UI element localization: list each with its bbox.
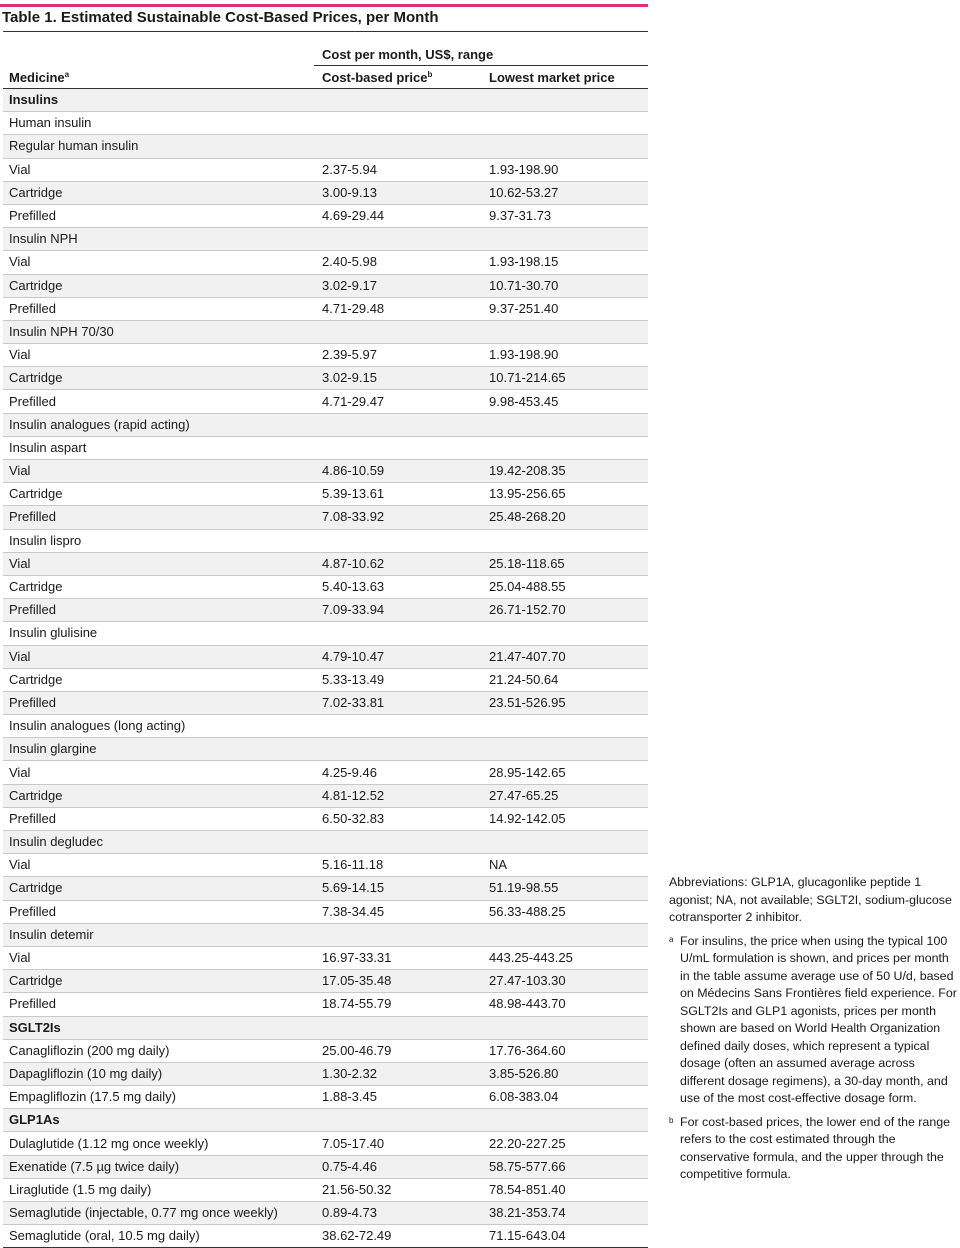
medicine-cell: Insulin degludec — [3, 831, 314, 854]
cost-based-cell: 4.81-12.52 — [314, 784, 481, 807]
medicine-cell: Cartridge — [3, 668, 314, 691]
header-lowest-market: Lowest market price — [481, 66, 648, 89]
lowest-market-cell: 71.15-643.04 — [481, 1225, 648, 1248]
lowest-market-cell: 51.19-98.55 — [481, 877, 648, 900]
header-row-bottom — [3, 66, 648, 89]
lowest-market-cell: 1.93-198.90 — [481, 344, 648, 367]
cost-based-cell: 25.00-46.79 — [314, 1039, 481, 1062]
lowest-market-cell: 27.47-65.25 — [481, 784, 648, 807]
medicine-cell: Insulin NPH 70/30 — [3, 320, 314, 343]
lowest-market-cell: 9.37-251.40 — [481, 297, 648, 320]
medicine-cell: Prefilled — [3, 993, 314, 1016]
lowest-market-cell: 10.71-30.70 — [481, 274, 648, 297]
cost-based-cell — [314, 436, 481, 459]
table-row — [3, 807, 648, 830]
lowest-market-cell — [481, 436, 648, 459]
cost-based-cell: 16.97-33.31 — [314, 946, 481, 969]
table-row — [3, 344, 648, 367]
cost-based-cell — [314, 135, 481, 158]
lowest-market-cell — [481, 228, 648, 251]
lowest-market-cell: 14.92-142.05 — [481, 807, 648, 830]
table-row — [3, 274, 648, 297]
table-row — [3, 204, 648, 227]
lowest-market-cell: 1.93-198.90 — [481, 158, 648, 181]
medicine-cell: Prefilled — [3, 506, 314, 529]
table-row — [3, 761, 648, 784]
table-row — [3, 970, 648, 993]
cost-based-cell: 18.74-55.79 — [314, 993, 481, 1016]
table-row — [3, 506, 648, 529]
medicine-cell: Prefilled — [3, 390, 314, 413]
medicine-cell: Cartridge — [3, 181, 314, 204]
medicine-cell: Liraglutide (1.5 mg daily) — [3, 1178, 314, 1201]
table-row — [3, 831, 648, 854]
lowest-market-cell: 28.95-142.65 — [481, 761, 648, 784]
lowest-market-cell: 21.24-50.64 — [481, 668, 648, 691]
title-rule — [0, 4, 648, 7]
cost-based-cell: 4.25-9.46 — [314, 761, 481, 784]
medicine-cell: Prefilled — [3, 297, 314, 320]
table-row — [3, 854, 648, 877]
medicine-cell: Canagliflozin (200 mg daily) — [3, 1039, 314, 1062]
medicine-cell: Vial — [3, 344, 314, 367]
lowest-market-cell — [481, 320, 648, 343]
medicine-cell: Exenatide (7.5 µg twice daily) — [3, 1155, 314, 1178]
lowest-market-cell — [481, 622, 648, 645]
cost-based-cell: 21.56-50.32 — [314, 1178, 481, 1201]
header-cost-based-sup: b — [427, 70, 433, 79]
medicine-cell: Vial — [3, 761, 314, 784]
table-row — [3, 228, 648, 251]
cost-based-cell — [314, 320, 481, 343]
table-row — [3, 946, 648, 969]
table-row — [3, 483, 648, 506]
cost-based-cell: 5.69-14.15 — [314, 877, 481, 900]
table-row — [3, 1062, 648, 1085]
header-cost-based-label: Cost-based price — [322, 70, 428, 85]
lowest-market-cell: 10.71-214.65 — [481, 367, 648, 390]
medicine-cell: Insulins — [3, 89, 314, 112]
medicine-cell: Prefilled — [3, 691, 314, 714]
table-row — [3, 390, 648, 413]
cost-based-cell: 3.02-9.17 — [314, 274, 481, 297]
table-row — [3, 297, 648, 320]
section-row — [3, 89, 648, 112]
cost-based-cell: 2.40-5.98 — [314, 251, 481, 274]
lowest-market-cell: 25.04-488.55 — [481, 575, 648, 598]
table-row — [3, 575, 648, 598]
medicine-cell: Insulin NPH — [3, 228, 314, 251]
lowest-market-cell: 23.51-526.95 — [481, 691, 648, 714]
lowest-market-cell — [481, 1016, 648, 1039]
cost-based-cell — [314, 1016, 481, 1039]
lowest-market-cell: 17.76-364.60 — [481, 1039, 648, 1062]
footnote-b-mark: b — [669, 1115, 674, 1125]
medicine-cell: Prefilled — [3, 900, 314, 923]
medicine-cell: SGLT2Is — [3, 1016, 314, 1039]
table-row — [3, 413, 648, 436]
cost-based-cell: 0.75-4.46 — [314, 1155, 481, 1178]
medicine-cell: Semaglutide (oral, 10.5 mg daily) — [3, 1225, 314, 1248]
footnote-a — [669, 933, 957, 1108]
cost-based-cell: 3.00-9.13 — [314, 181, 481, 204]
footnote-a-text: For insulins, the price when using the typical 100 U/mL formulation is shown, and prices per month in the table assume average use of 50 U/d, based on Médecins Sans Frontières field experience. For SGLT2Is and GLP1 agonists, prices per month shown are based on World Health Organization defined daily doses, which represent a typical dosage (often an assumed average across different dosage regimens), a 30-day month, and use of the most cost-effective dosage form. — [680, 933, 957, 1105]
cost-based-cell: 4.87-10.62 — [314, 552, 481, 575]
table-row — [3, 738, 648, 761]
cost-based-cell: 5.40-13.63 — [314, 575, 481, 598]
medicine-cell: Vial — [3, 854, 314, 877]
cost-based-cell: 17.05-35.48 — [314, 970, 481, 993]
medicine-cell: Dapagliflozin (10 mg daily) — [3, 1062, 314, 1085]
footnote-b-text: For cost-based prices, the lower end of the range refers to the cost estimated through the conservative formula, and the upper through the competitive formula. — [680, 1114, 950, 1181]
medicine-cell: Insulin analogues (long acting) — [3, 715, 314, 738]
table-row — [3, 645, 648, 668]
table-row — [3, 135, 648, 158]
header-cost-per-month: Cost per month, US$, range — [314, 32, 648, 66]
lowest-market-cell: 13.95-256.65 — [481, 483, 648, 506]
lowest-market-cell — [481, 135, 648, 158]
cost-based-cell: 7.05-17.40 — [314, 1132, 481, 1155]
table-title: Table 1. Estimated Sustainable Cost-Based Prices, per Month — [2, 9, 439, 26]
table-row — [3, 923, 648, 946]
footnote-a-mark: a — [669, 934, 674, 944]
table-row — [3, 668, 648, 691]
lowest-market-cell — [481, 923, 648, 946]
header-medicine — [3, 66, 314, 89]
lowest-market-cell — [481, 112, 648, 135]
medicine-cell: Prefilled — [3, 807, 314, 830]
medicine-cell: Insulin glargine — [3, 738, 314, 761]
medicine-cell: Cartridge — [3, 483, 314, 506]
cost-based-cell: 5.16-11.18 — [314, 854, 481, 877]
lowest-market-cell: NA — [481, 854, 648, 877]
medicine-cell: Empagliflozin (17.5 mg daily) — [3, 1086, 314, 1109]
lowest-market-cell: 25.48-268.20 — [481, 506, 648, 529]
cost-based-cell: 7.08-33.92 — [314, 506, 481, 529]
header-medicine-sup: a — [64, 70, 70, 79]
lowest-market-cell — [481, 831, 648, 854]
cost-based-cell — [314, 89, 481, 112]
table-body — [3, 89, 648, 1248]
table-row — [3, 1039, 648, 1062]
footnote-b — [669, 1114, 957, 1184]
medicine-cell: Insulin aspart — [3, 436, 314, 459]
cost-based-cell — [314, 228, 481, 251]
lowest-market-cell — [481, 89, 648, 112]
lowest-market-cell: 22.20-227.25 — [481, 1132, 648, 1155]
table-row — [3, 1086, 648, 1109]
lowest-market-cell: 9.98-453.45 — [481, 390, 648, 413]
cost-based-cell: 3.02-9.15 — [314, 367, 481, 390]
medicine-cell: Cartridge — [3, 784, 314, 807]
header-blank — [3, 32, 314, 66]
medicine-cell: Cartridge — [3, 575, 314, 598]
lowest-market-cell: 6.08-383.04 — [481, 1086, 648, 1109]
table-row — [3, 1202, 648, 1225]
lowest-market-cell: 26.71-152.70 — [481, 599, 648, 622]
cost-based-cell — [314, 112, 481, 135]
lowest-market-cell — [481, 1109, 648, 1132]
cost-based-cell: 5.39-13.61 — [314, 483, 481, 506]
cost-based-cell — [314, 529, 481, 552]
cost-based-cell: 7.09-33.94 — [314, 599, 481, 622]
header-medicine-label: Medicine — [9, 70, 65, 85]
medicine-cell: Regular human insulin — [3, 135, 314, 158]
medicine-cell: Vial — [3, 158, 314, 181]
table-row — [3, 715, 648, 738]
cost-based-cell: 4.71-29.48 — [314, 297, 481, 320]
table-row — [3, 552, 648, 575]
cost-based-cell — [314, 831, 481, 854]
medicine-cell: Cartridge — [3, 274, 314, 297]
cost-based-cell: 4.86-10.59 — [314, 460, 481, 483]
medicine-cell: Human insulin — [3, 112, 314, 135]
table-row — [3, 993, 648, 1016]
lowest-market-cell — [481, 715, 648, 738]
medicine-cell: Semaglutide (injectable, 0.77 mg once weekly) — [3, 1202, 314, 1225]
lowest-market-cell: 443.25-443.25 — [481, 946, 648, 969]
price-table-container — [3, 31, 648, 1248]
table-row — [3, 112, 648, 135]
cost-based-cell: 4.79-10.47 — [314, 645, 481, 668]
lowest-market-cell: 3.85-526.80 — [481, 1062, 648, 1085]
cost-based-cell — [314, 413, 481, 436]
lowest-market-cell: 27.47-103.30 — [481, 970, 648, 993]
section-row — [3, 1016, 648, 1039]
lowest-market-cell: 56.33-488.25 — [481, 900, 648, 923]
cost-based-cell: 0.89-4.73 — [314, 1202, 481, 1225]
medicine-cell: Cartridge — [3, 367, 314, 390]
cost-based-cell: 38.62-72.49 — [314, 1225, 481, 1248]
medicine-cell: Vial — [3, 460, 314, 483]
medicine-cell: Insulin detemir — [3, 923, 314, 946]
lowest-market-cell — [481, 413, 648, 436]
lowest-market-cell: 9.37-31.73 — [481, 204, 648, 227]
table-row — [3, 529, 648, 552]
table-row — [3, 460, 648, 483]
cost-based-cell: 2.39-5.97 — [314, 344, 481, 367]
cost-based-cell — [314, 738, 481, 761]
lowest-market-cell — [481, 529, 648, 552]
table-row — [3, 599, 648, 622]
cost-based-cell: 4.69-29.44 — [314, 204, 481, 227]
table-row — [3, 436, 648, 459]
cost-based-cell: 1.88-3.45 — [314, 1086, 481, 1109]
cost-based-cell: 1.30-2.32 — [314, 1062, 481, 1085]
abbreviations-note: Abbreviations: GLP1A, glucagonlike peptide 1 agonist; NA, not available; SGLT2I, sodium-glucose cotransporter 2 inhibitor. — [669, 875, 952, 924]
lowest-market-cell: 10.62-53.27 — [481, 181, 648, 204]
lowest-market-cell: 48.98-443.70 — [481, 993, 648, 1016]
cost-based-cell — [314, 1109, 481, 1132]
medicine-cell: Cartridge — [3, 970, 314, 993]
medicine-cell: Insulin glulisine — [3, 622, 314, 645]
medicine-cell: Vial — [3, 552, 314, 575]
table-row — [3, 691, 648, 714]
lowest-market-cell: 21.47-407.70 — [481, 645, 648, 668]
medicine-cell: Vial — [3, 645, 314, 668]
lowest-market-cell: 19.42-208.35 — [481, 460, 648, 483]
header-row-top — [3, 32, 648, 66]
table-row — [3, 900, 648, 923]
lowest-market-cell: 58.75-577.66 — [481, 1155, 648, 1178]
medicine-cell: GLP1As — [3, 1109, 314, 1132]
cost-based-cell: 7.38-34.45 — [314, 900, 481, 923]
table-row — [3, 158, 648, 181]
table-row — [3, 1178, 648, 1201]
table-notes — [669, 874, 957, 1190]
medicine-cell: Insulin analogues (rapid acting) — [3, 413, 314, 436]
table-row — [3, 367, 648, 390]
medicine-cell: Dulaglutide (1.12 mg once weekly) — [3, 1132, 314, 1155]
section-row — [3, 1109, 648, 1132]
table-row — [3, 1155, 648, 1178]
table-row — [3, 251, 648, 274]
table-row — [3, 622, 648, 645]
cost-based-cell: 6.50-32.83 — [314, 807, 481, 830]
medicine-cell: Prefilled — [3, 599, 314, 622]
cost-based-cell — [314, 715, 481, 738]
cost-based-cell: 4.71-29.47 — [314, 390, 481, 413]
cost-based-cell: 2.37-5.94 — [314, 158, 481, 181]
medicine-cell: Vial — [3, 251, 314, 274]
cost-based-cell: 7.02-33.81 — [314, 691, 481, 714]
medicine-cell: Insulin lispro — [3, 529, 314, 552]
medicine-cell: Prefilled — [3, 204, 314, 227]
price-table — [3, 31, 648, 1248]
cost-based-cell — [314, 923, 481, 946]
lowest-market-cell: 38.21-353.74 — [481, 1202, 648, 1225]
lowest-market-cell: 78.54-851.40 — [481, 1178, 648, 1201]
medicine-cell: Cartridge — [3, 877, 314, 900]
table-row — [3, 1225, 648, 1248]
table-row — [3, 877, 648, 900]
lowest-market-cell — [481, 738, 648, 761]
table-row — [3, 784, 648, 807]
lowest-market-cell: 1.93-198.15 — [481, 251, 648, 274]
lowest-market-cell: 25.18-118.65 — [481, 552, 648, 575]
header-cost-based — [314, 66, 481, 89]
cost-based-cell — [314, 622, 481, 645]
cost-based-cell: 5.33-13.49 — [314, 668, 481, 691]
table-row — [3, 1132, 648, 1155]
medicine-cell: Vial — [3, 946, 314, 969]
table-row — [3, 181, 648, 204]
table-row — [3, 320, 648, 343]
